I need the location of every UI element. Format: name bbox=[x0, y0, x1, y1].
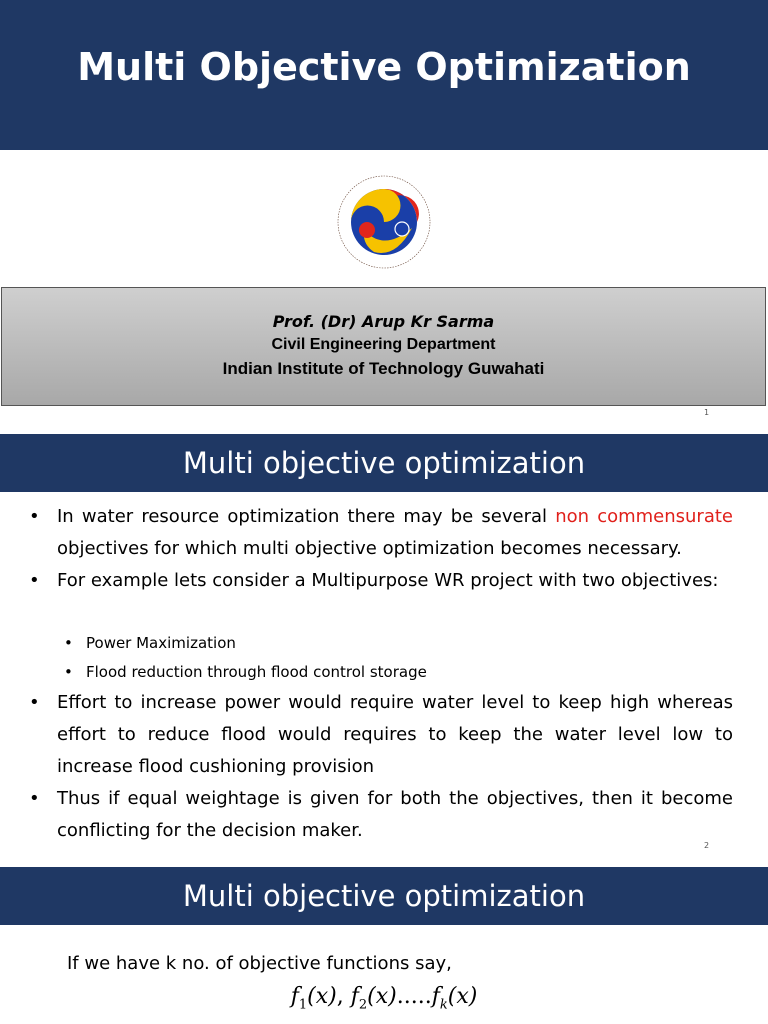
sub-bullet-item bbox=[64, 633, 236, 653]
bullet-item bbox=[29, 687, 733, 783]
bullet-text: In water resource optimization there may be several bbox=[57, 506, 556, 527]
department-name: Civil Engineering Department bbox=[271, 336, 496, 353]
highlight-text: non commensurate bbox=[555, 506, 733, 527]
title-slide bbox=[0, 0, 768, 425]
bullet-icon: • bbox=[64, 634, 73, 652]
bullet-text: For example lets consider a Multipurpose WR project with two objectives: bbox=[57, 570, 719, 591]
institute-name: Indian Institute of Technology Guwahati bbox=[222, 359, 545, 378]
bullet-text: objectives for which multi objective optimization becomes necessary. bbox=[57, 538, 682, 559]
objective-functions-formula: $f_1(x)$, $f_2(x).....f_k(x)$ bbox=[290, 984, 478, 1013]
bullet-text: Thus if equal weightage is given for both the objectives, then it become conflicting for the decision maker. bbox=[57, 788, 733, 841]
bullet-icon: • bbox=[29, 506, 40, 527]
iit-guwahati-logo-icon bbox=[334, 172, 434, 272]
bullet-item bbox=[29, 565, 733, 597]
title-band bbox=[0, 0, 768, 150]
intro-text: If we have k no. of objective functions say, bbox=[67, 953, 452, 974]
bullet-text: Effort to increase power would require water level to keep high whereas effort to reduce flood would requires to keep the water level low to increase flood cushioning provision bbox=[57, 692, 733, 777]
content-slide bbox=[0, 425, 768, 865]
slide-heading: Multi objective optimization bbox=[0, 867, 768, 925]
bullet-icon: • bbox=[29, 692, 40, 713]
sub-bullet-text: Power Maximization bbox=[86, 634, 236, 652]
bullet-icon: • bbox=[29, 570, 40, 591]
bullet-item bbox=[29, 501, 733, 565]
page-number: 1 bbox=[704, 408, 710, 417]
slide-title: Multi Objective Optimization bbox=[77, 45, 691, 89]
bullet-item bbox=[29, 783, 733, 847]
sub-bullet-text: Flood reduction through flood control storage bbox=[86, 663, 427, 681]
content-slide-3 bbox=[0, 865, 768, 1024]
bullet-icon: • bbox=[64, 663, 73, 681]
author-name: Prof. (Dr) Arup Kr Sarma bbox=[272, 312, 495, 331]
page-number: 2 bbox=[704, 841, 710, 850]
bullet-icon: • bbox=[29, 788, 40, 809]
slide-heading: Multi objective optimization bbox=[0, 434, 768, 492]
author-box bbox=[1, 287, 766, 406]
sub-bullet-item bbox=[64, 662, 427, 682]
